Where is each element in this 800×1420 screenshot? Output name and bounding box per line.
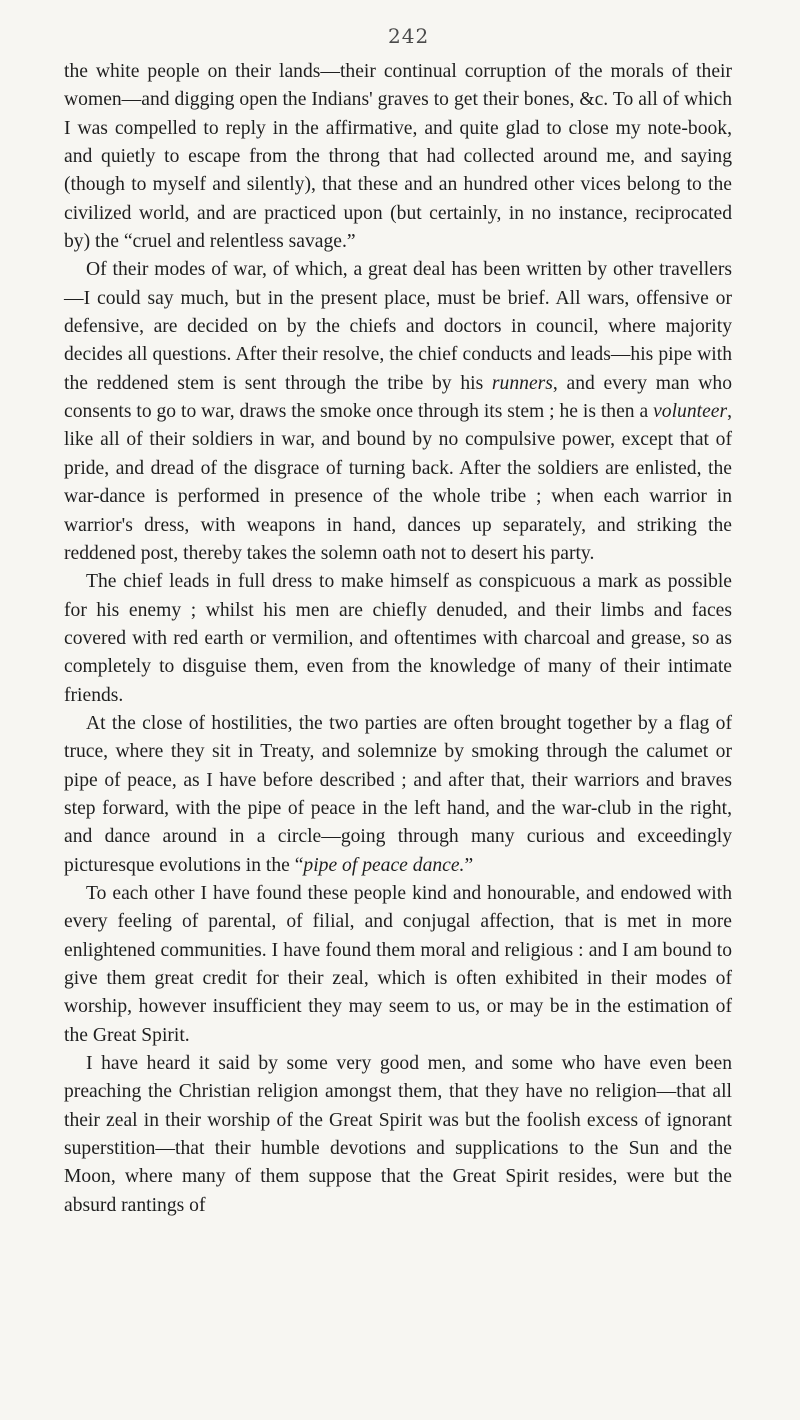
italic-word: volunteer (653, 401, 728, 423)
page-number: 242 (388, 24, 430, 48)
paragraph-text: the white people on their lands—their continual corruption of the morals of their women—and digging open the Indians' graves to get their bones, &c. To all of which I was compelled to reply in the affirmative, and quite glad to close my note-book, and quietly to escape from the throng that had collected around me, and saying (though to myself and silently), that these and an hundred other vices belong to the civilized world, and are practiced upon (but certainly, in no instance, reciprocated by) the “cruel and relentless savage.” (64, 61, 732, 253)
paragraph-text: , and every man who consents to go to war, draws the smoke once through its stem ; he is then a (64, 372, 732, 423)
paragraph (64, 568, 732, 710)
paragraph (64, 256, 732, 568)
paragraph-text: ” (464, 854, 474, 876)
paragraph (64, 710, 732, 880)
paragraph-text: I have heard it said by some very good men, and some who have even been preaching the Christian religion amongst them, that they have no religion—that all their zeal in their worship of the Great Spirit was but the foolish excess of ignorant superstition—that their humble devotions and supplications to the Sun and the Moon, where many of them suppose that the Great Spirit resides, were but the absurd rantings of (64, 1053, 732, 1216)
italic-word: runners (491, 372, 553, 394)
paragraph (64, 880, 732, 1050)
paragraph-text: Of their modes of war, of which, a great deal has been written by other travellers—I could say much, but in the present place, must be brief. All wars, offensive or defensive, are decided on by the chiefs and doctors in council, where majority decides all questions. After their resolve, the chief conducts and leads—his pipe with the reddened stem is sent through the tribe by his (64, 259, 732, 394)
body-text (64, 58, 732, 1220)
paragraph (64, 1050, 732, 1220)
italic-phrase: pipe of peace dance. (303, 854, 465, 876)
paragraph-text: At the close of hostilities, the two parties are often brought together by a flag of truce, where they sit in Treaty, and solemnize by smoking through the calumet or pipe of peace, as I have before described ; and after that, their warriors and braves step forward, with the pipe of peace in the left hand, and the war-club in the right, and dance around in a circle—going through many curious and exceedingly picturesque evolutions in the “ (64, 712, 732, 876)
paragraph (64, 58, 732, 256)
paragraph-text: To each other I have found these people kind and honourable, and endowed with every feeling of parental, of filial, and conjugal affection, that is met in more enlightened communities. I have found them moral and religious : and I am bound to give them great credit for their zeal, which is often exhibited in their modes of worship, however insufficient they may seem to us, or may be in the estimation of the Great Spirit. (64, 882, 732, 1046)
paragraph-text: The chief leads in full dress to make himself as conspicuous a mark as possible for his enemy ; whilst his men are chiefly denuded, and their limbs and faces covered with red earth or vermilion, and oftentimes with charcoal and grease, so as completely to disguise them, even from the knowledge of many of their intimate friends. (64, 571, 732, 706)
paragraph-text: , like all of their soldiers in war, and bound by no compulsive power, except that of pride, and dread of the disgrace of turning back. After the soldiers are enlisted, the war-dance is performed in presence of the whole tribe ; when each warrior in warrior's dress, with weapons in hand, dances up separately, and striking the reddened post, thereby takes the solemn oath not to desert his party. (64, 401, 733, 564)
